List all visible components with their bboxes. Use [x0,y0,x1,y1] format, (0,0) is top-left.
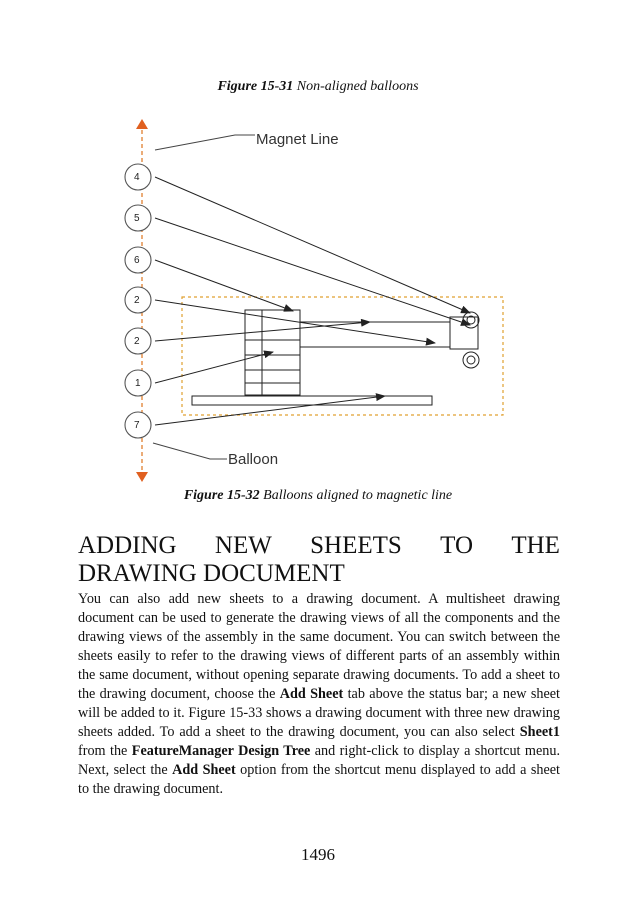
caption-text: Balloons aligned to magnetic line [263,488,453,503]
page-number: 1496 [301,845,335,864]
balloon-leader [153,443,227,459]
balloon-leaders [155,177,470,425]
balloon-number: 6 [134,255,140,266]
balloon-number: 4 [134,172,140,183]
caption-label: Figure 15-31 [217,79,294,94]
body-bold-add-sheet: Add Sheet [279,686,344,702]
balloon [125,247,151,273]
body-paragraph [78,590,560,799]
caption-text: Non-aligned balloons [296,79,419,94]
magnet-arrow-down [136,472,148,482]
assembly-bounding-box [182,297,503,415]
balloon [125,328,151,354]
magnet-arrow-up [136,119,148,129]
body-text: and right-click to display a shortcut menu. Next, select the [78,743,560,778]
section-heading [78,532,560,588]
balloon [125,412,151,438]
assembly-drawing [192,310,479,405]
balloon-label: Balloon [228,451,279,468]
body-text: You can also add new sheets to a drawing document. A multisheet drawing document can be used to generate the drawing views of all the components and the drawing views of the assembly in the same document. You can switch between the sheets easily to refer to the drawing views of different parts of an assembly within the same document, without opening separate drawing documents. To add a sheet to the drawing document, choose the [78,591,560,702]
balloon [125,164,151,190]
magnet-line-leader [155,135,255,150]
figure-15-31-caption [0,79,636,95]
body-bold-add-sheet-option: Add Sheet [172,762,236,778]
heading-word: NEW [214,532,272,559]
caption-label: Figure 15-32 [183,488,260,503]
balloon [125,370,151,396]
body-text: tab above the status bar; a new sheet will be added to it. Figure 15-33 shows a drawing document with three new drawing sheets added. To add a sheet to the drawing document, you can also select [78,686,560,740]
body-bold-sheet1: Sheet1 [519,724,560,740]
heading-word: SHEETS [310,532,402,559]
heading-line-1 [78,532,560,560]
heading-word: ADDING [78,532,177,559]
heading-word: TO [440,532,474,559]
balloon-number: 7 [134,420,140,431]
body-text: from the [78,743,132,759]
balloon-number: 2 [134,336,140,347]
body-bold-featuremanager: FeatureManager Design Tree [131,743,311,759]
balloon-number: 2 [134,295,140,306]
heading-line-2: DRAWING DOCUMENT [78,560,345,587]
balloon [125,205,151,231]
balloon [125,287,151,313]
heading-word: THE [511,532,560,559]
body-text: option from the shortcut menu displayed to add a sheet to the drawing document. [78,762,560,797]
balloon-figure [95,115,525,485]
balloon-number: 1 [135,378,141,389]
balloon-number: 5 [134,213,140,224]
figure-15-32-caption [0,488,636,504]
magnet-line-label: Magnet Line [256,131,339,148]
